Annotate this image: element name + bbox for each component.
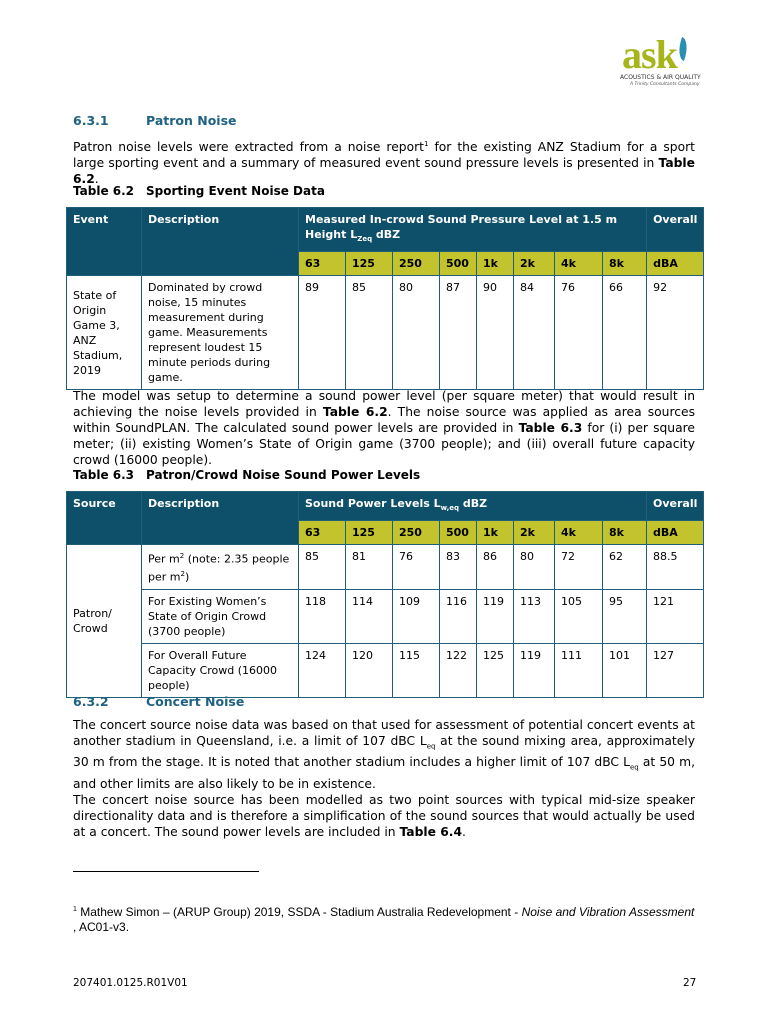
cell-value: 121	[647, 589, 704, 643]
text: The concert source noise data was based on that used for assessment of potential concert events at another stadium in Queensland, i.e. a limit of 107 dBC L	[73, 718, 695, 748]
section-title: Patron Noise	[146, 113, 237, 128]
cell-value: 101	[603, 643, 647, 697]
text: for the existing ANZ Stadium for a sport large sporting event and a summary of measured event sound pressure levels is presented in	[73, 140, 695, 171]
table-row	[67, 276, 704, 390]
band-header: 500	[440, 252, 477, 276]
band-header: 500	[440, 521, 477, 545]
header-event: Event	[67, 208, 142, 276]
cell-value: 85	[299, 545, 346, 589]
cell-value: 80	[393, 276, 440, 390]
text: Patron noise levels were extracted from a noise report	[73, 140, 424, 155]
footnote-ref[interactable]: 1	[423, 140, 429, 148]
table-caption-6-3	[73, 468, 420, 482]
text: The concert noise source has been modelled as two point sources with typical mid-size speaker directionality data and is therefore a simplification of the sound sources that would actually be used at a concert. The sound power levels are included in	[73, 793, 695, 839]
band-header: 1k	[477, 521, 514, 545]
cell-value: 105	[555, 589, 603, 643]
header-source: Source	[67, 492, 142, 545]
subscript: eq	[630, 763, 639, 772]
band-header: 2k	[514, 252, 555, 276]
cell-value: 66	[603, 276, 647, 390]
footnote	[73, 902, 695, 935]
band-header: 4k	[555, 252, 603, 276]
cell-value: 86	[477, 545, 514, 589]
cell-value: 127	[647, 643, 704, 697]
cell-value: 122	[440, 643, 477, 697]
cell-value: 118	[299, 589, 346, 643]
band-header: dBA	[647, 252, 704, 276]
cell-value: 84	[514, 276, 555, 390]
caption-title: Sporting Event Noise Data	[146, 184, 325, 198]
band-header: 125	[346, 521, 393, 545]
logo-wordmark: ask	[622, 32, 677, 77]
paragraph-concert-model	[73, 792, 695, 840]
cell-description: For Overall Future Capacity Crowd (16000 people)	[142, 643, 299, 697]
header-description: Description	[142, 492, 299, 545]
cell-value: 83	[440, 545, 477, 589]
table-row	[67, 545, 704, 589]
cell-value: 72	[555, 545, 603, 589]
cell-event: State of Origin Game 3, ANZ Stadium, 2019	[67, 276, 142, 390]
page-number: 27	[683, 977, 697, 989]
table-ref: Table 6.4	[399, 825, 463, 839]
caption-number: Table 6.3	[73, 468, 135, 482]
cell-value: 125	[477, 643, 514, 697]
cell-value: 81	[346, 545, 393, 589]
company-logo	[618, 32, 704, 90]
header-overall: Overall	[647, 492, 704, 521]
band-header: dBA	[647, 521, 704, 545]
cell-value: 119	[514, 643, 555, 697]
cell-value: 114	[346, 589, 393, 643]
report-title: Noise and Vibration Assessment	[521, 905, 695, 919]
text: at 50 m, and other limits are also likely to be in existence.	[73, 755, 696, 791]
text: Mathew Simon – (ARUP Group) 2019, SSDA - Stadium Australia Redevelopment -	[76, 905, 522, 919]
cell-description: For Existing Women’s State of Origin Crowd (3700 people)	[142, 589, 299, 643]
band-header: 125	[346, 252, 393, 276]
table-ref: Table 6.2	[322, 405, 388, 419]
document-reference: 207401.0125.R01V01	[73, 977, 188, 989]
table-row	[67, 589, 704, 643]
cell-value: 119	[477, 589, 514, 643]
section-number: 6.3.2	[73, 694, 109, 709]
text: at the sound mixing area, approximately 30 m from the stage. It is noted that another stadium includes a higher limit of 107 dBC L	[73, 734, 695, 770]
band-header: 250	[393, 252, 440, 276]
paragraph-model-setup	[73, 388, 695, 468]
section-number: 6.3.1	[73, 113, 109, 128]
footnote-number: 1	[73, 906, 77, 913]
table-row	[67, 643, 704, 697]
leaf-icon	[675, 37, 692, 61]
band-header: 8k	[603, 521, 647, 545]
text: The model was setup to determine a sound power level (per square meter) that would result in achieving the noise levels provided in	[73, 389, 695, 419]
band-header: 8k	[603, 252, 647, 276]
cell-value: 76	[555, 276, 603, 390]
cell-value: 113	[514, 589, 555, 643]
cell-value: 111	[555, 643, 603, 697]
caption-number: Table 6.2	[73, 184, 135, 198]
cell-value: 76	[393, 545, 440, 589]
table-sporting-event-noise	[66, 207, 704, 390]
text: , AC01-v3.	[73, 920, 130, 934]
table-ref: Table 6.3	[518, 421, 583, 435]
text: . The noise source was applied as area sources within SoundPLAN. The calculated sound power levels are provided in	[73, 405, 695, 435]
cell-value: 115	[393, 643, 440, 697]
cell-value: 95	[603, 589, 647, 643]
band-header: 2k	[514, 521, 555, 545]
header-overall: Overall	[647, 208, 704, 252]
header-sound-power: Sound Power Levels $L_{w,eq}$ dBZ	[299, 492, 647, 521]
cell-value: 120	[346, 643, 393, 697]
subscript: eq	[426, 742, 436, 751]
cell-value: 89	[299, 276, 346, 390]
cell-value: 90	[477, 276, 514, 390]
cell-value: 88.5	[647, 545, 704, 589]
caption-title: Patron/Crowd Noise Sound Power Levels	[146, 468, 421, 482]
band-header: 4k	[555, 521, 603, 545]
table-caption-6-2	[73, 184, 325, 198]
band-header: 1k	[477, 252, 514, 276]
logo-tagline: A Trinity Consultants Company	[630, 82, 700, 87]
cell-value: 85	[346, 276, 393, 390]
band-header: 63	[299, 252, 346, 276]
header-measured: Measured In-crowd Sound Pressure Level at 1.5 m Height $L_{Zeq}$ dBZ	[299, 208, 647, 252]
paragraph-concert-source	[73, 717, 695, 792]
paragraph-patron-noise	[73, 136, 695, 187]
table-patron-crowd-noise	[66, 491, 704, 698]
cell-value: 124	[299, 643, 346, 697]
table-ref: Table 6.2	[73, 156, 695, 187]
text: .	[462, 825, 466, 839]
text: .	[94, 172, 99, 187]
cell-description: Per $m^2$ (note: 2.35 people per $m^2$)	[142, 545, 299, 589]
cell-value: 116	[440, 589, 477, 643]
cell-value: 92	[647, 276, 704, 390]
header-description: Description	[142, 208, 299, 276]
section-heading-patron-noise	[73, 113, 237, 128]
cell-value: 109	[393, 589, 440, 643]
section-heading-concert-noise	[73, 694, 244, 709]
cell-description: Dominated by crowd noise, 15 minutes measurement during game. Measurements represent loudest 15 minute periods during game.	[142, 276, 299, 390]
cell-value: 87	[440, 276, 477, 390]
band-header: 63	[299, 521, 346, 545]
cell-value: 62	[603, 545, 647, 589]
section-title: Concert Noise	[146, 694, 245, 709]
text: for (i) per square meter; (ii) existing Women’s State of Origin game (3700 people); and (iii) overall future capacity crowd (16000 people).	[73, 421, 695, 467]
cell-source: Patron/ Crowd	[67, 545, 142, 697]
logo-subtitle: ACOUSTICS & AIR QUALITY	[620, 74, 701, 81]
band-header: 250	[393, 521, 440, 545]
footnote-divider	[73, 871, 259, 872]
cell-value: 80	[514, 545, 555, 589]
